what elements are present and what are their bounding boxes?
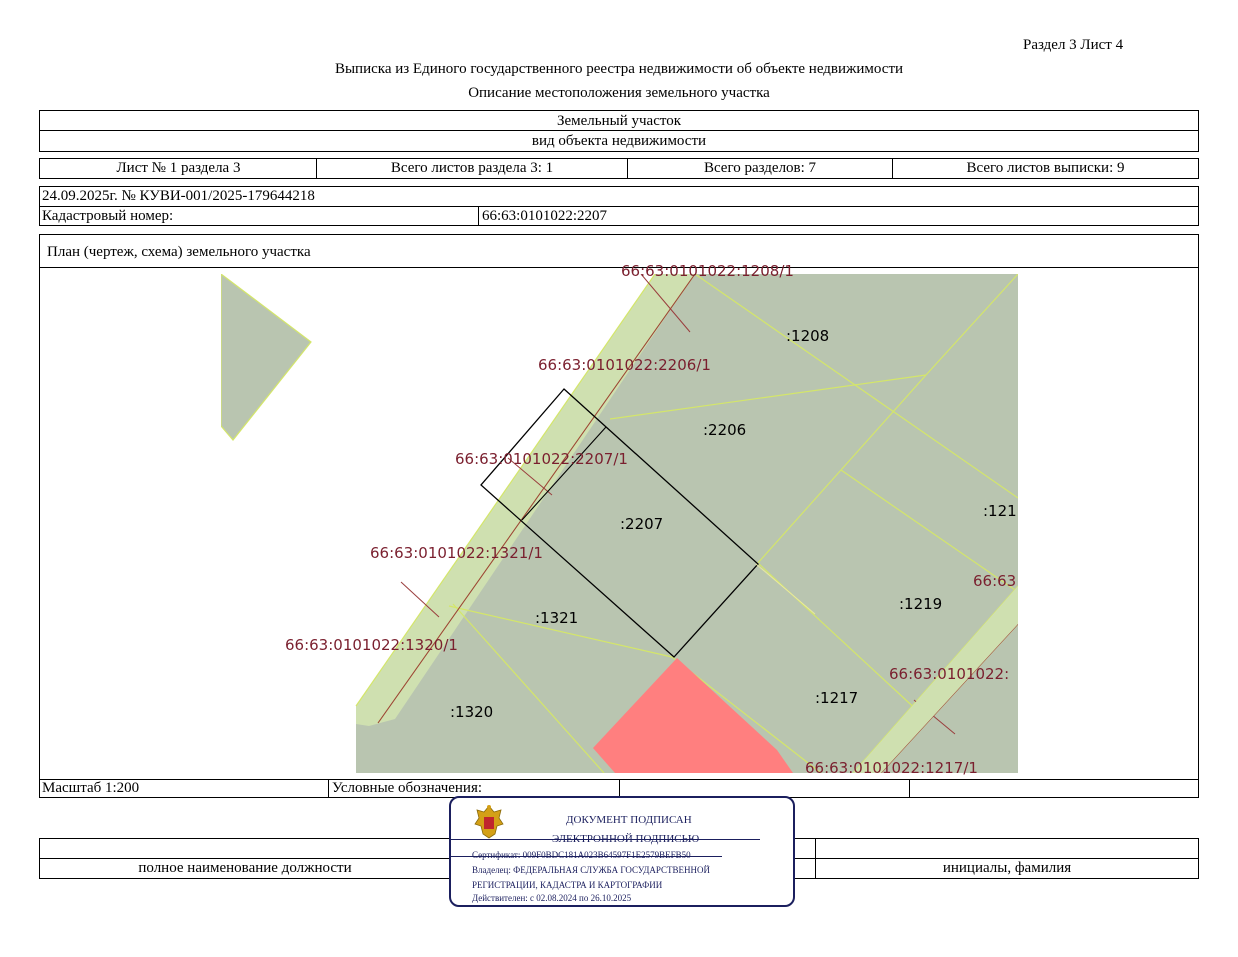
plan-label: План (чертеж, схема) земельного участка	[47, 244, 311, 260]
stamp-line2: ЭЛЕКТРОННОЙ ПОДПИСЬЮ	[552, 833, 700, 845]
label-1321: :1321	[535, 609, 579, 627]
left-parcel	[221, 274, 311, 440]
object-type-caption: вид объекта недвижимости	[531, 132, 707, 149]
servitude-label-1321: 66:63:0101022:1321/1	[370, 544, 543, 562]
emblem-icon	[471, 802, 507, 842]
sheet-number: Лист № 1 раздела 3	[116, 160, 241, 176]
sheets-table	[39, 158, 1199, 179]
object-type-table	[39, 110, 1199, 152]
document-subtitle: Описание местоположения земельного участка	[468, 85, 770, 101]
servitude-label-1217: 66:63:0101022:1217/1	[805, 759, 978, 777]
label-121: :121	[983, 502, 1017, 520]
label-1219: :1219	[899, 595, 943, 613]
servitude-label-top: 66:63:0101022:1208/1	[621, 262, 794, 280]
servitude-label-1320: 66:63:0101022:1320/1	[285, 636, 458, 654]
servitude-label-right: 66:63:0101022:	[889, 665, 1010, 683]
servitude-label-2207: 66:63:0101022:2207/1	[455, 450, 628, 468]
total-sections: Всего разделов: 7	[703, 160, 817, 176]
cadastral-number: 66:63:0101022:2207	[482, 208, 608, 224]
position-caption: полное наименование должности	[138, 860, 352, 876]
initials-caption: инициалы, фамилия	[942, 860, 1072, 876]
legend-label: Условные обозначения:	[332, 780, 483, 796]
section-sheet-label: Раздел 3 Лист 4	[1023, 37, 1124, 53]
label-2207: :2207	[620, 515, 664, 533]
stamp-certificate: Сертификат: 009F0BDC181A023B64597F1E2579BEFB50	[472, 850, 691, 860]
scale-label: Масштаб 1:200	[42, 780, 140, 796]
total-section-sheets: Всего листов раздела 3: 1	[390, 160, 554, 176]
servitude-label-6663: 66:63	[973, 572, 1017, 590]
stamp-owner1: Владелец: ФЕДЕРАЛЬНАЯ СЛУЖБА ГОСУДАРСТВЕННОЙ	[472, 865, 711, 875]
label-1320: :1320	[450, 703, 494, 721]
map-svg	[221, 262, 1018, 777]
e-signature-stamp	[449, 796, 795, 907]
servitude-label-2206: 66:63:0101022:2206/1	[538, 356, 711, 374]
stamp-owner2: РЕГИСТРАЦИИ, КАДАСТРА И КАРТОГРАФИИ	[472, 880, 663, 890]
total-extract-sheets: Всего листов выписки: 9	[966, 160, 1125, 176]
stamp-valid: Действителен: с 02.08.2024 по 26.10.2025	[472, 893, 632, 903]
label-1208: :1208	[786, 327, 830, 345]
cadastral-map	[221, 262, 1018, 777]
document-title: Выписка из Единого государственного реестра недвижимости об объекте недвижимости	[334, 61, 904, 77]
label-2206: :2206	[703, 421, 747, 439]
record-table	[39, 186, 1199, 226]
date-number: 24.09.2025г. № КУВИ-001/2025-179644218	[42, 188, 315, 204]
object-type: Земельный участок	[556, 112, 682, 129]
label-1217: :1217	[815, 689, 859, 707]
stamp-line1: ДОКУМЕНТ ПОДПИСАН	[566, 814, 692, 826]
cadastral-label: Кадастровый номер:	[42, 208, 174, 224]
